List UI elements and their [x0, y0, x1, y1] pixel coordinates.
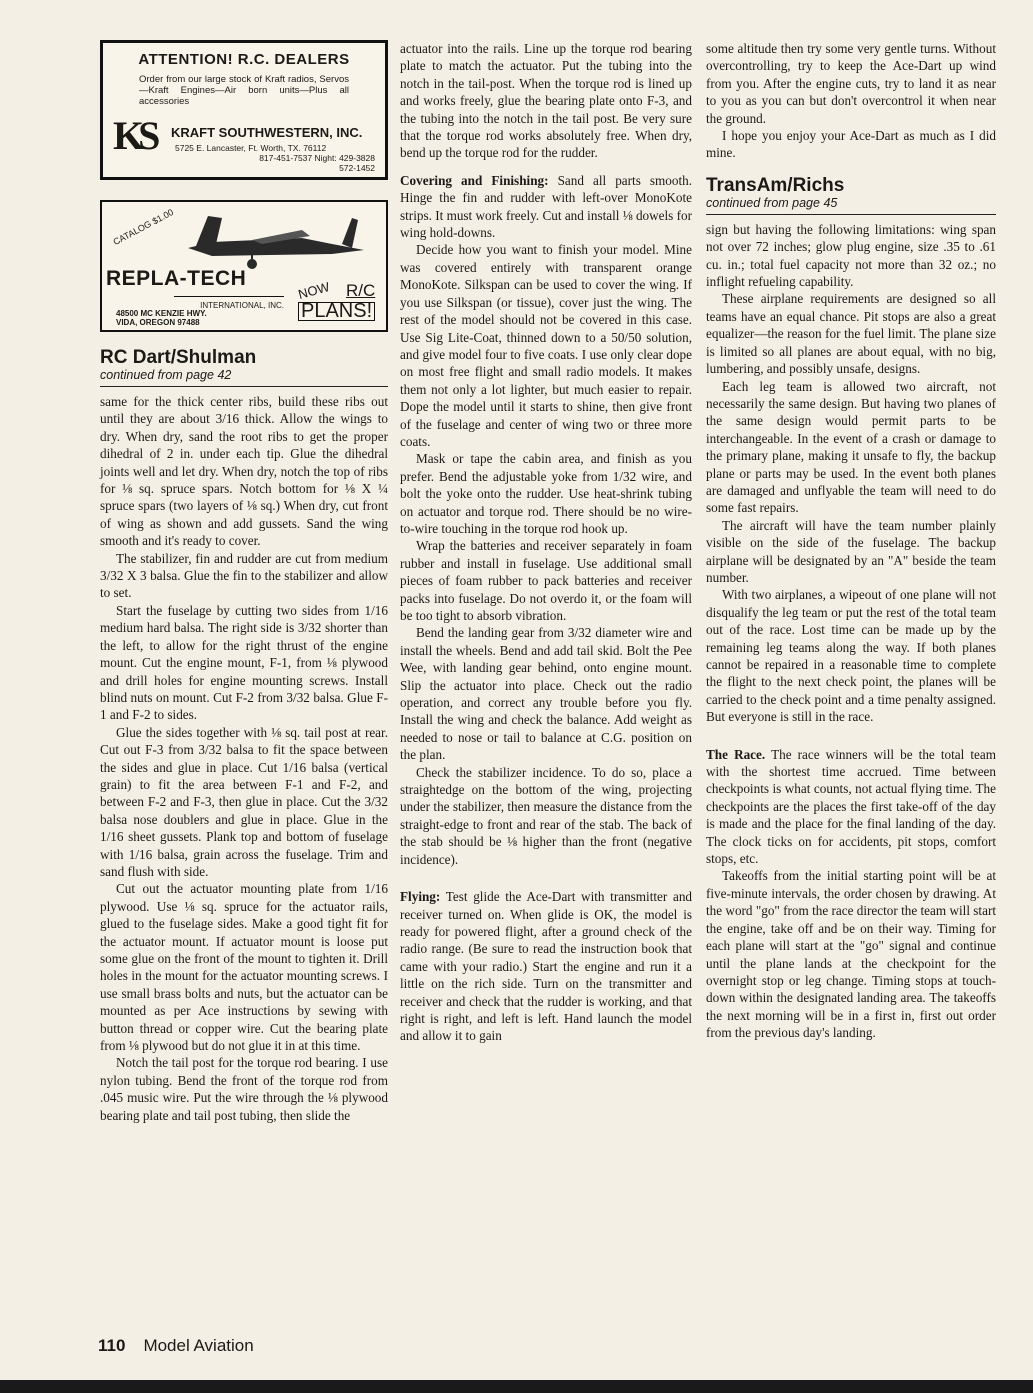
replatech-address-1: 48500 MC KENZIE HWY.: [116, 309, 207, 318]
paragraph: Cut out the actuator mounting plate from 1/16 plywood. Use ⅛ sq. spruce for the actuator rails, glued to the fuselage sides. Make a good tight fit for the actuator mount. If actuator mount is loose put some glue on the front of the mount to tighten it. Drill holes in the mount for the actuator mounting screws. I use small brass bolts and nuts, but the actuator can be mounted as per Ace instructions by sewing with button thread or copper wire. Cut the bearing plate from ⅛ plywood but do not glue it in at this time.: [100, 881, 388, 1054]
replatech-address-2: VIDA, OREGON 97488: [116, 318, 200, 327]
paragraph: The aircraft will have the team number plainly visible on the side of the fuselage. The backup airplane will be designated by an "A" beside the team number.: [706, 517, 996, 585]
flying-heading: Flying:: [400, 889, 441, 905]
paragraph: The Race. The race winners will be the total team with the shortest time accrued. Time between checkpoints is what counts, not actual flying time. The checkpoints are the places the first take-off of the day is made and the place for the final landing of the day. The clock ticks on for accidents, pit stops, comfort stops, etc.: [706, 746, 997, 867]
article2-title: TransAm/Richs: [706, 174, 845, 196]
column-right: [706, 40, 996, 1042]
article1-continued: continued from page 42: [100, 368, 388, 387]
page-number: 110: [98, 1336, 126, 1355]
magazine-name: Model Aviation: [143, 1336, 254, 1355]
paragraph: Flying: Test glide the Ace-Dart with transmitter and receiver turned on. When glide is OK, the model is ready for powered flight, after a ground check of the radio range. (Be sure to read the instruction book that came with your radio.) Start the engine and run it a little on the rich side. Turn on the transmitter and receiver and check that the rudder is working, and that right is right, and left is left. Hand launch the model and allow it to gain: [400, 889, 693, 1044]
rc-text: R/C: [346, 281, 376, 300]
paragraph: Mask or tape the cabin area, and finish as you prefer. Bend the adjustable yoke from 1/32 wire, and bolt the yoke onto the rudder. Use heat-shrink tubing on actuator and torque rod. There should be no wire-to-wire touching in the torque rod hook up.: [400, 451, 692, 536]
now-text: NOW: [296, 279, 332, 302]
paragraph: Wrap the batteries and receiver separately in foam rubber and install in fuselage. Use additional small pieces of foam rubber to pack batteries and receiver packs into fuselage. Do not overdo it, or the foam will be too tight to absorb vibration.: [400, 538, 692, 623]
paragraph: Start the fuselage by cutting two sides from 1/16 medium hard balsa. The right side is 3/32 shorter than the left, to allow for the right thrust of the engine mount. Cut the engine mount, F-1, from ⅛ plywood and drill holes for engine mounting screws. Install blind nuts on mount. Cut F-2 from 3/32 balsa. Glue F-1 and F-2 to sides.: [100, 602, 388, 723]
kraft-company: KRAFT SOUTHWESTERN, INC.: [171, 125, 363, 140]
paragraph: These airplane requirements are designed so all teams have an equal chance. Pit stops are also a great equalizer—the reason for the fuel limit. The plane size is limited so all planes are about equal, with no big, lumbering, and possibly unsafe, designs.: [706, 291, 996, 377]
paragraph: Glue the sides together with ⅛ sq. tail post at rear. Cut out F-3 from 3/32 balsa to fit the space between the sides and glue in place. Cut 1/16 balsa (vertical grain) to fit the area between F-1 and F-2, and between F-2 and F-3, then glue in place. Cut the 3/32 balsa nose doublers and glue in place. Glue in the 1/16 sheet gussets. Plank top and bottom of fuselage with 1/16 balsa, grain across the fuselage. Trim and sand flush with side.: [100, 724, 388, 879]
replatech-brand: REPLA-TECH: [106, 267, 247, 290]
kraft-logo: KS: [113, 113, 155, 158]
replatech-intl: INTERNATIONAL, INC.: [174, 296, 284, 314]
paragraph: Covering and Finishing: Sand all parts smooth. Hinge the fin and rudder with left-over MonoKote strips. It must work freely. Cut and install ⅛ dowels for wing hold-downs.: [400, 172, 692, 241]
paragraph: Takeoffs from the initial starting point will be at five-minute intervals, the order chosen by drawing. At the word "go" from the race director the team will start the engine, take off and be on their way. Timing for each plane will start at the "go" signal and continue until the plane lands at the checkpoint for the overnight stop or leg change. Timing stops at touch-down within the designated landing area. The takeoffs the next morning will be in a first in, first out order from the previous day's landing.: [706, 868, 996, 1041]
paragraph: actuator into the rails. Line up the torque rod bearing plate to match the actuator. Put the tubing into the notch in the tail-post. When the torque rod is lined up and works freely, glue the bearing plate onto F-3, and the tubing into the notch in the tail post. Be very sure that the torque rod works absolutely free. When dry, bend up the torque rod for the rudder.: [400, 41, 692, 161]
kraft-ad-title: ATTENTION! R.C. DEALERS: [138, 51, 350, 68]
column-left: [100, 40, 388, 1124]
paragraph: Check the stabilizer incidence. To do so, place a straightedge on the bottom of the wing, projecting under the stabilizer, then measure the distance from the straight-edge to front and rear of the stab. The back of the stab should be ⅛ higher than the front (negative incidence).: [400, 764, 692, 867]
kraft-ad: [100, 40, 388, 180]
article2-continued: continued from page 45: [706, 196, 996, 215]
paragraph: With two airplanes, a wipeout of one plane will not disqualify the leg team or put the rest of the total team out of the race. Lost time can be made up by the remaining leg teams along the way. If both planes cannot be repaired in a reasonable time to complete the flight to the next check point, the planes will be carried to the check point and a time penalty assigned. But everyone is still in the race.: [706, 587, 996, 725]
paragraph: I hope you enjoy your Ace-Dart as much as I did mine.: [706, 128, 996, 161]
paragraph: Each leg team is allowed two aircraft, not necessarily the same design. But having two planes of the same design would permit parts to be interchangeable. In the event of a crash or damage to the primary plane, making it unsafe to fly, the backup plane or parts may be used. In the event both planes are damaged and unflyable the team will need to do some fast repairs.: [706, 378, 996, 516]
kraft-phone-2: 572-1452: [339, 163, 375, 173]
column-middle: [400, 40, 692, 1045]
paragraph: some altitude then try some very gentle turns. Without overcontrolling, try to keep the Ace-Dart up wind from you. After the engine cuts, try to land it as near to you as you can but don't overcontrol it when near the ground.: [706, 41, 996, 126]
page-footer: [98, 1336, 254, 1356]
kraft-ad-text: Order from our large stock of Kraft radios, Servos—Kraft Engines—Air born units—Plus all accessories: [139, 74, 349, 108]
kraft-address: 5725 E. Lancaster, Ft. Worth, TX. 76112: [175, 143, 327, 153]
paragraph: Bend the landing gear from 3/32 diameter wire and install the wheels. Bend and add tail skid. Bolt the Pee Wee, with landing gear behind, onto engine mount. Slip the actuator into place. Check out the radio operation, and correct any trouble before you fly. Install the wing and check the balance. Add weight as needed to nose or tail to balance at C.G. position on the plan.: [400, 625, 692, 763]
article1-title: RC Dart/Shulman: [100, 347, 257, 368]
paragraph: same for the thick center ribs, build these ribs out until they are about 3/16 thick. Allow the wings to dry. When dry, sand the root ribs to get the proper dihedral of 2 in. under each tip. Glue the dihedral joints well and let dry. When dry, notch the top of ribs for ⅛ sq. spruce spars. Notch bottom for ⅛ X ¼ spruce spars (two layers of ⅛ sq.) When dry, cut front of wing as shown and add gussets. Sand the wing smooth and it's ready to cover.: [100, 394, 388, 549]
race-heading: The Race.: [706, 746, 766, 762]
paragraph: The stabilizer, fin and rudder are cut from medium 3/32 X 3 balsa. Glue the fin to the stabilizer and allow to set.: [100, 550, 388, 601]
plans-text: PLANS!: [298, 302, 375, 321]
airplane-illustration: [182, 208, 382, 272]
catalog-price: CATALOG $1.00: [111, 206, 176, 248]
paragraph: Decide how you want to finish your model. Mine was covered entirely with transparent orange MonoKote. Silkspan can be used to cover the wing. If you use Silkspan (or tissue), cover just the wing. The rest of the model should not be covered in this case. Use Sig Lite-Coat, thinned down to a 50/50 solution, and give model four to five coats. I use only clear dope on most free flight and small radio models. It makes them not only a lot lighter, but much easier to repair. Dope the model until it starts to shine, then give front of the fuselage and center of wing two or three more coats.: [400, 242, 692, 449]
paragraph: sign but having the following limitations: wing span not over 72 inches; glow plug engine, size .35 to .61 cu. in.; total fuel capacity not more than 32 oz.; no inflight refueling capability.: [706, 221, 996, 290]
kraft-phone: 817-451-7537 Night: 429-3828: [259, 153, 375, 163]
covering-heading: Covering and Finishing:: [400, 172, 549, 188]
paragraph: Notch the tail post for the torque rod bearing. I use nylon tubing. Bend the front of the torque rod from .045 music wire. Put the wire through the ⅛ plywood bearing plate and tail post tubing, then slide the: [100, 1055, 388, 1123]
replatech-ad: [100, 200, 388, 332]
